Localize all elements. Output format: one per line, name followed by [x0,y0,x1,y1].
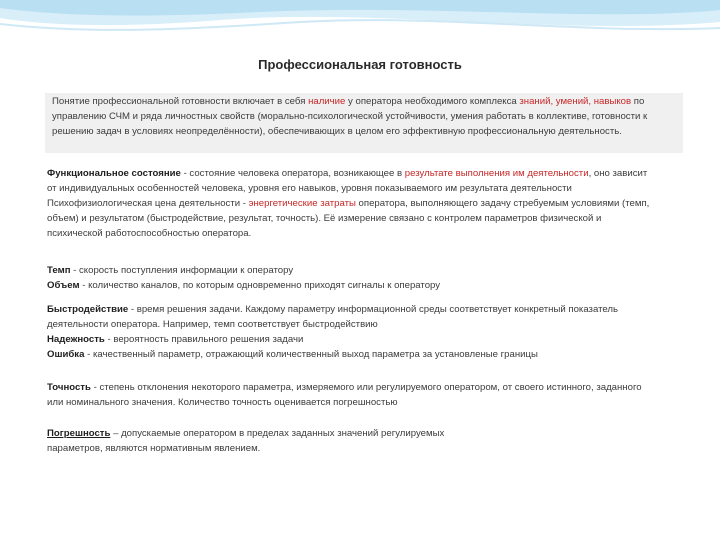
accuracy-text: - степень отклонения некоторого параметра, измеряемого или регулируемого оператором, от своего истинного, заданного или номинального значения. Количество точность оценивается погрешностью [47,382,642,408]
error-text: - качественный параметр, отражающий количественный выход параметра за установленые границы [84,349,538,360]
inaccuracy-text: – допускаемые оператором в пределах заданных значений регулируемых параметров, являются нормативным явлением. [47,428,445,454]
accuracy-paragraph [47,380,657,410]
functional-state-highlight: результате выполнения им деятельности [404,168,589,179]
term-functional-state: Функциональное состояние [47,168,181,179]
intro-highlight-2: знаний, умений, навыков [519,96,632,107]
functional-state-text-2: , оно зависит от индивидуальных особенностей человека, уровня его навыков, уровня показываемого им результата деятельности [47,168,648,194]
term-reliability: Надежность [47,334,105,345]
psychophysiological-cost-text-1: Психофизиологическая цена деятельности - [47,198,249,209]
speed-text: - время решения задачи. Каждому параметру информационной среды соответствует конкретный показатель деятельности оператора. Например, темп соответствует быстродействию [47,304,618,330]
energy-cost-highlight: энергетические затраты [248,198,356,209]
intro-text-2: у оператора необходимого комплекса [345,96,520,107]
inaccuracy-paragraph [47,426,467,456]
term-inaccuracy: Погрешность [47,428,111,439]
term-speed: Быстродействие [47,304,129,315]
intro-paragraph [52,94,678,139]
intro-text-3: по управлению СЧМ и ряда личностных свойств (морально-психологической устойчивости, умения работать в коллективе, готовности к решению задач в условиях неопределённости), обеспечивающих в целом его эффективную профессиональную деятельность. [52,96,648,137]
functional-state-text-1: - состояние человека оператора, возникающее в [180,168,405,179]
volume-text: - количество каналов, по которым одновременно приходят сигналы к оператору [79,280,441,291]
tempo-volume-paragraph [47,263,657,293]
page-title: Профессиональная готовность [258,57,462,72]
functional-state-paragraph [47,166,657,241]
intro-highlight-1: наличие [308,96,346,107]
term-tempo: Темп [47,265,71,276]
header-wave-decoration [0,0,720,60]
reliability-text: - вероятность правильного решения задачи [104,334,304,345]
term-volume: Объем [47,280,80,291]
performance-paragraph [47,302,657,362]
term-accuracy: Точность [47,382,91,393]
tempo-text: - скорость поступления информации к оператору [70,265,294,276]
psychophysiological-cost-text-2: оператора, выполняющего задачу стребуемым условиями (темп, объем) и результатом (быстродействие, результат, точность). Её измерение связано с контролем параметров физической и психической работоспособностью оператора. [47,198,650,239]
intro-text-1: Понятие профессиональной готовности включает в себя [52,96,309,107]
term-error: Ошибка [47,349,85,360]
